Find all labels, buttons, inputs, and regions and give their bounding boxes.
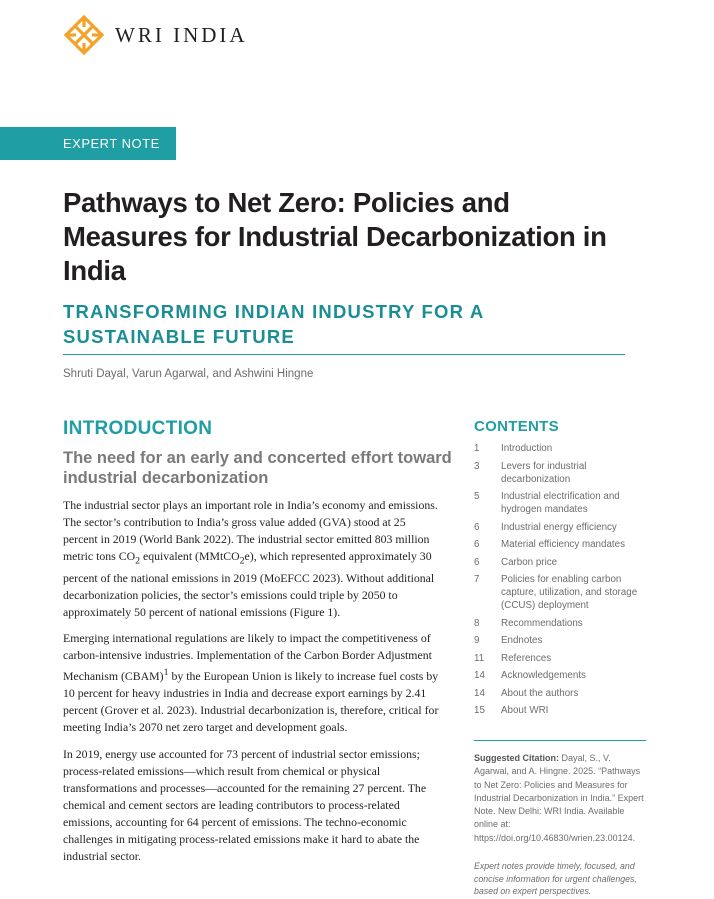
toc-page-number: 14 — [474, 687, 485, 699]
expert-note-tag: EXPERT NOTE — [0, 127, 176, 160]
toc-label: Acknowledgements — [501, 670, 586, 681]
introduction-subheading: The need for an early and concerted effort toward industrial decarbonization — [63, 449, 452, 487]
toc-item[interactable] — [474, 687, 654, 700]
endnote-ref[interactable]: 1 — [163, 667, 169, 679]
toc-item[interactable] — [474, 442, 654, 455]
toc-item[interactable] — [474, 521, 654, 534]
toc-item[interactable] — [474, 652, 654, 665]
page-subtitle: TRANSFORMING INDIAN INDUSTRY FOR A SUSTAINABLE FUTURE — [63, 301, 484, 347]
wri-lattice-icon — [63, 14, 105, 56]
toc-item[interactable] — [474, 538, 654, 551]
toc-label: References — [501, 652, 552, 664]
toc-label: About the authors — [501, 687, 579, 699]
authors: Shruti Dayal, Varun Agarwal, and Ashwini Hingne — [63, 368, 314, 380]
toc-page-number: 6 — [474, 556, 480, 568]
toc-label: Levers for industrial decarbonization — [501, 460, 587, 485]
toc-page-number: 5 — [474, 491, 480, 502]
paragraph-1: The industrial sector plays an important role in India’s economy and emissions. The sector’s contribution to India’s gross value added (GVA) stood at 25 percent in 2019 (World Bank 2022). The industrial sector emitted 803 million metric tons $CO_2$ equivalent (MMtCO$_2$e), which represented approximately 30 percent of the national emissions in 2019 (MoEFCC 2023). Without additional decarbonization policies, the sector’s emissions could triple by 2050 to approximately 50 percent of national emissions (Figure 1). — [63, 498, 438, 619]
toc-label: Recommendations — [501, 617, 583, 629]
toc-page-number: 15 — [474, 705, 485, 716]
wri-india-logo — [63, 14, 248, 56]
toc-label: Policies for enabling carbon capture, utilization, and storage (CCUS) deployment — [501, 574, 638, 611]
toc-item[interactable] — [474, 490, 654, 516]
toc-item[interactable] — [474, 617, 654, 630]
toc-label: Industrial energy efficiency — [501, 521, 617, 533]
logo-text: WRI INDIA — [115, 22, 248, 47]
paragraph-3: In 2019, energy use accounted for 73 percent of industrial sector emissions; process-related emissions—which result from chemical or physical transformations and processes—accounted for the remaining 27 percent. The chemical and cement sectors are leading contributors to process-related emissions, accounting for 64 percent of emissions. The techno-economic challenges in mitigating process-related emissions make it hard to abate the industrial sector. — [63, 746, 427, 864]
page-title: Pathways to Net Zero: Policies and Measures for Industrial Decarbonization in India — [63, 187, 607, 286]
toc-label: Industrial electrification and hydrogen mandates — [501, 491, 620, 515]
toc-item[interactable] — [474, 634, 654, 647]
toc-page-number: 3 — [474, 460, 480, 472]
toc-page-number: 11 — [474, 652, 485, 664]
toc-item[interactable] — [474, 704, 654, 717]
toc-label: About WRI — [501, 705, 549, 716]
toc-item[interactable] — [474, 556, 654, 569]
title-divider — [63, 354, 625, 355]
toc-page-number: 7 — [474, 574, 480, 585]
toc-label: Endnotes — [501, 635, 543, 646]
toc-label: Introduction — [501, 443, 553, 454]
expert-note-description: Expert notes provide timely, focused, and concise information for urgent challenges, based on expert perspectives. — [474, 861, 637, 896]
introduction-heading: INTRODUCTION — [63, 418, 213, 439]
toc-item[interactable] — [474, 573, 654, 612]
contents-heading: CONTENTS — [474, 418, 559, 435]
toc-page-number: 8 — [474, 617, 480, 629]
toc-page-number: 14 — [474, 670, 485, 681]
toc-label: Carbon price — [501, 556, 558, 568]
introduction-body — [63, 497, 443, 874]
sidebar-divider — [474, 740, 646, 741]
toc-item[interactable] — [474, 460, 654, 486]
toc-page-number: 1 — [474, 443, 480, 454]
toc-page-number: 6 — [474, 521, 480, 533]
suggested-citation: Suggested Citation: Dayal, S., V. Agarwal, and A. Hingne. 2025. “Pathways to Net Zero: Policies and Measures for Industrial Decarbonization in India.” Expert Note. New Delhi: WRI India. Available online at: https://doi.org/10.46830/wrien.23.00124. — [474, 753, 644, 843]
toc-label: Material efficiency mandates — [501, 539, 625, 550]
toc-item[interactable] — [474, 669, 654, 682]
toc-page-number: 6 — [474, 539, 480, 550]
table-of-contents — [474, 442, 654, 722]
toc-page-number: 9 — [474, 635, 480, 646]
paragraph-2: Emerging international regulations are likely to impact the competitiveness of carbon-intensive industries. Implementation of the Carbon Border Adjustment Mechanism (CBAM)$^1$ by the European Union is likely to increase fuel costs by 10 percent for heavy industries in India and decrease export earnings by 2.41 percent (Grover et al. 2023). Industrial decarbonization is, therefore, critical for meeting India’s 2070 net zero target and development goals. — [63, 631, 439, 735]
